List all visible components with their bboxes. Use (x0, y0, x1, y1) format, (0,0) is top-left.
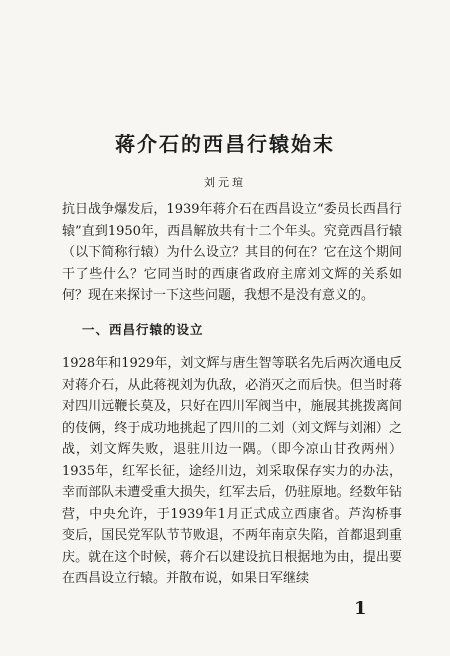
author-name: 刘元瑄 (204, 176, 246, 189)
article-title: 蒋介石的西昌行辕始末 (115, 132, 335, 156)
section-heading: 一、西昌行辕的设立 (82, 322, 204, 337)
body-paragraph: 1928年和1929年，刘文辉与唐生智等联名先后两次通电反对蒋介石，从此蒋视刘为仇敌，必消灭之而后快。但当时蒋对四川远鞭长莫及，只好在四川军阀当中，施展其挑拨离间的伎俩，终于成功地挑起了四川的二刘（刘文辉与刘湘）之战，刘文辉失败，退驻川边一隅。（即今凉山甘孜两州）1935年，红军长征，途经川边，刘采取保存实力的办法，幸而部队未遭受重大损失，红军去后，仍驻原地。经数年钻营，中央允许，于1939年1月正式成立西康省。芦沟桥事变后，国民党军队节节败退，不两年南京失陷，首都退到重庆。就在这个时候，蒋介石以建设抗日根据地为由，提出要在西昌设立行辕。并散布说，如果日军继续 (62, 356, 402, 586)
page-number: 1 (354, 598, 367, 619)
intro-paragraph: 抗日战争爆发后，1939年蒋介石在西昌设立“委员长西昌行辕”直到1950年，西昌解放共有十二个年头。究竟西昌行辕（以下简称行辕）为什么设立？其目的何在？它在这个期间干了些什么？它同当时的西康省政府主席刘文辉的关系如何？现在来探讨一下这些问题，我想不是没有意义的。 (62, 202, 402, 303)
